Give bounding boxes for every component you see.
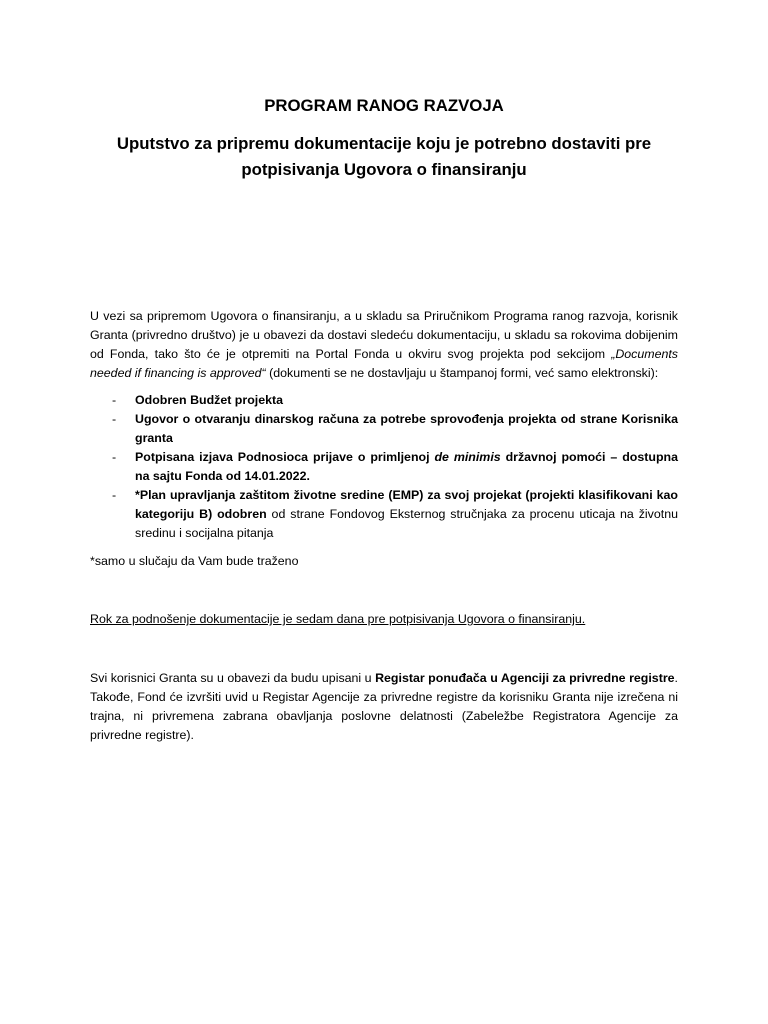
- item-text: Ugovor o otvaranju dinarskog računa za potrebe sprovođenja projekta od strane Korisnika granta: [135, 412, 678, 445]
- item-text-regular: od strane Fondovog Eksternog stručnjaka za procenu uticaja na životnu sredinu i socijalna pitanja: [135, 507, 678, 540]
- deadline-notice: Rok za podnošenje dokumentacije je sedam dana pre potpisivanja Ugovora o finansiranju.: [90, 612, 586, 626]
- obligations-text-2: . Takođe, Fond će izvršiti uvid u Registar Agencije za privredne registre da korisniku Granta nije izrečena ni trajna, ni privremena zabrana obavljanja poslovne delatnosti (Zabeležbe Registratora Agencije za privredne registre).: [90, 671, 678, 742]
- list-item-de-minimis-statement: [90, 448, 678, 486]
- list-dash: -: [112, 488, 117, 502]
- subtitle-line-1: Uputstvo za pripremu dokumentacije koju je potrebno dostaviti pre: [116, 134, 652, 153]
- footnote: *samo u slučaju da Vam bude traženo: [90, 554, 299, 568]
- registry-name: Registar ponuđača u Agenciji za privredne registre: [375, 671, 675, 685]
- intro-paragraph: [90, 307, 678, 383]
- document-title: PROGRAM RANOG RAZVOJA: [264, 96, 504, 115]
- obligations-text-1: Svi korisnici Granta su u obavezi da budu upisani u: [90, 671, 376, 685]
- list-dash: -: [112, 450, 117, 464]
- item-text-part-2: državnoj pomoći – dostupna na sajtu Fonda od 14.01.2022.: [135, 450, 678, 483]
- list-dash: -: [112, 393, 117, 407]
- registration-obligations-paragraph: [90, 669, 678, 745]
- list-dash: -: [112, 412, 117, 426]
- item-text-part-1: Potpisana izjava Podnosioca prijave o primljenoj: [135, 450, 435, 464]
- list-item-budget: [90, 391, 678, 410]
- item-text: Odobren Budžet projekta: [135, 393, 284, 407]
- subtitle-line-2: potpisivanja Ugovora o finansiranju: [241, 160, 527, 179]
- list-item-emp-plan: [90, 486, 678, 543]
- item-text-bold: *Plan upravljanja zaštitom životne sredine (EMP) za svoj projekat (projekti klasifikovani kao kategoriju B) odobren: [135, 488, 678, 521]
- intro-text-2: (dokumenti se ne dostavljaju u štampanoj formi, već samo elektronski):: [265, 366, 659, 380]
- document-subtitle: [90, 131, 678, 183]
- portal-section-name: „Documents needed if financing is approved“: [90, 347, 678, 380]
- list-item-bank-account-contract: [90, 410, 678, 448]
- required-documents-list: [90, 391, 678, 543]
- item-text-italic: de minimis: [434, 450, 501, 464]
- intro-text-1: U vezi sa pripremom Ugovora o finansiranju, a u skladu sa Priručnikom Programa ranog razvoja, korisnik Granta (privredno društvo) je u obavezi da dostavi sledeću dokumentaciju, u skladu sa rokovima dobijenim od Fonda, tako što će je otpremiti na Portal Fonda u okviru svog projekta pod sekcijom: [90, 309, 678, 361]
